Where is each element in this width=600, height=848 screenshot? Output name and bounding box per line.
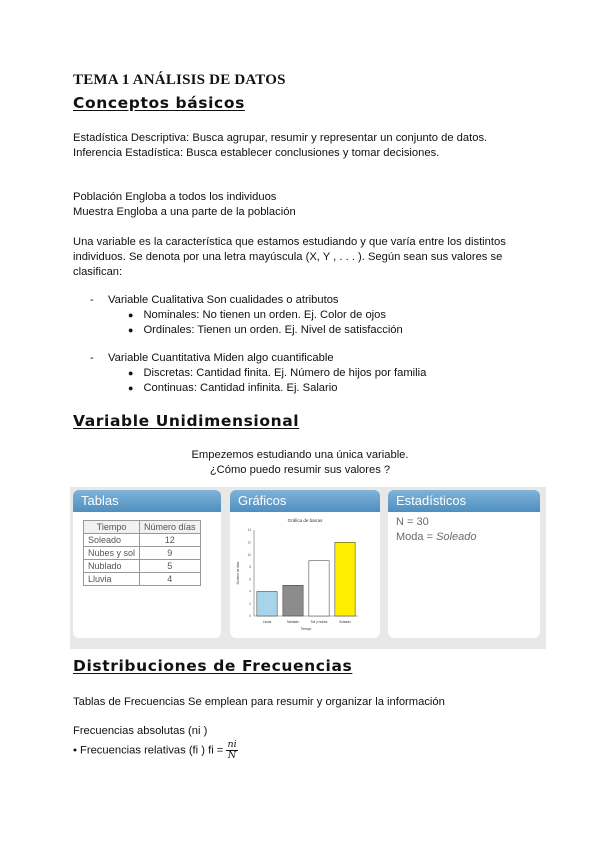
chart-title: Gráfica de barras bbox=[287, 518, 323, 523]
table-cell: 12 bbox=[140, 534, 201, 547]
panel-tablas-title: Tablas bbox=[73, 490, 221, 512]
list-item-label: Discretas: Cantidad finita. Ej. Número de hijos por familia bbox=[143, 367, 427, 379]
table-cell: 5 bbox=[140, 560, 201, 573]
list-item-label: Continuas: Cantidad infinita. Ej. Salario bbox=[143, 382, 338, 394]
bullet-marker: ● bbox=[128, 368, 134, 378]
list-item-continuas bbox=[128, 381, 337, 396]
text-frecuencias-absolutas: Frecuencias absolutas (ni ) bbox=[73, 725, 208, 737]
section-heading-distribuciones: Distribuciones de Frecuencias bbox=[73, 657, 353, 675]
table-cell: Soleado bbox=[84, 534, 140, 547]
y-axis-label: Número de días bbox=[236, 561, 240, 585]
table-header: Tiempo bbox=[84, 521, 140, 534]
panel-graficos-title: Gráficos bbox=[230, 490, 380, 512]
bar-chart bbox=[230, 512, 380, 638]
dash-marker: - bbox=[90, 294, 94, 306]
frecuencias-relativas-label: • Frecuencias relativas (fi ) fi = bbox=[73, 744, 224, 757]
text-variable-line2: individuos. Se denota por una letra mayúscula (X, Y , . . . ). Según sean sus valores se bbox=[73, 251, 503, 263]
table-row bbox=[84, 547, 201, 560]
table-cell: 4 bbox=[140, 573, 201, 586]
text-inferencia-estadistica: Inferencia Estadística: Busca establecer conclusiones y tomar decisiones. bbox=[73, 147, 440, 159]
y-tick-label: 10 bbox=[247, 552, 251, 557]
bar bbox=[257, 591, 277, 616]
text-variable-line3: clasifican: bbox=[73, 266, 123, 278]
list-item-ordinales bbox=[128, 323, 403, 338]
bullet-marker: ● bbox=[128, 325, 134, 335]
section-heading-variable-unidimensional: Variable Unidimensional bbox=[73, 412, 300, 430]
table-row bbox=[84, 573, 201, 586]
text-tablas-frecuencias: Tablas de Frecuencias Se emplean para resumir y organizar la información bbox=[73, 696, 445, 708]
x-tick-label: Sol y nubes bbox=[310, 620, 328, 624]
x-axis-label: Tiempo bbox=[300, 627, 312, 631]
bar bbox=[335, 542, 355, 616]
panel-estadisticos-title: Estadísticos bbox=[388, 490, 540, 512]
fraction-denominator: N bbox=[227, 750, 237, 761]
y-tick-label: 8 bbox=[249, 565, 251, 570]
text-frecuencias-relativas bbox=[73, 740, 238, 761]
table-header: Número días bbox=[140, 521, 201, 534]
list-item-nominales bbox=[128, 308, 386, 323]
x-tick-label: Nublado bbox=[287, 620, 299, 624]
section-heading-conceptos: Conceptos básicos bbox=[73, 94, 245, 112]
list-item-label: Variable Cualitativa Son cualidades o atributos bbox=[108, 294, 339, 306]
table-cell: Nubes y sol bbox=[84, 547, 140, 560]
text-intro-line2: ¿Cómo puedo resumir sus valores ? bbox=[209, 464, 391, 476]
table-row bbox=[84, 534, 201, 547]
list-item-label: Variable Cuantitativa Miden algo cuantificable bbox=[108, 352, 334, 364]
panel-tablas bbox=[73, 490, 221, 638]
bar bbox=[283, 585, 303, 616]
table-cell: Lluvia bbox=[84, 573, 140, 586]
fraction-ni-over-n bbox=[226, 740, 237, 761]
y-tick-label: 4 bbox=[249, 589, 251, 594]
x-tick-label: Lluvia bbox=[262, 620, 272, 624]
panel-estadisticos bbox=[388, 490, 540, 638]
list-item-label: Ordinales: Tienen un orden. Ej. Nivel de satisfacción bbox=[143, 324, 403, 336]
y-tick-label: 14 bbox=[247, 528, 251, 533]
text-intro-line1: Empezemos estudiando una única variable. bbox=[191, 449, 409, 461]
stat-moda-label: Moda = bbox=[396, 531, 433, 543]
table-cell: Nublado bbox=[84, 560, 140, 573]
x-tick-label: Soleado bbox=[339, 620, 351, 624]
bar bbox=[309, 561, 329, 616]
list-item-discretas bbox=[128, 366, 426, 381]
fraction-numerator: ni bbox=[227, 739, 237, 750]
dash-marker: - bbox=[90, 352, 94, 364]
stat-n: N = 30 bbox=[396, 516, 429, 528]
list-item-cualitativa bbox=[90, 293, 339, 308]
text-variable-line1: Una variable es la característica que estamos estudiando y que varía entre los distintos bbox=[73, 236, 506, 248]
bullet-marker: ● bbox=[128, 310, 134, 320]
text-estadistica-descriptiva: Estadística Descriptiva: Busca agrupar, resumir y representar un conjunto de datos. bbox=[73, 132, 488, 144]
bullet-marker: ● bbox=[128, 383, 134, 393]
document-title: TEMA 1 ANÁLISIS DE DATOS bbox=[73, 72, 286, 88]
list-item-cuantitativa bbox=[90, 351, 334, 366]
stat-moda bbox=[396, 531, 476, 543]
stat-moda-value: Soleado bbox=[436, 531, 477, 543]
text-poblacion: Población Engloba a todos los individuos bbox=[73, 191, 277, 203]
y-tick-label: 2 bbox=[249, 601, 251, 606]
summary-figure bbox=[70, 487, 546, 649]
table-row bbox=[84, 560, 201, 573]
y-tick-label: 12 bbox=[247, 540, 251, 545]
table-cell: 9 bbox=[140, 547, 201, 560]
panel-graficos bbox=[230, 490, 380, 638]
list-item-label: Nominales: No tienen un orden. Ej. Color de ojos bbox=[143, 309, 386, 321]
text-muestra: Muestra Engloba a una parte de la población bbox=[73, 206, 296, 218]
y-tick-label: 0 bbox=[249, 614, 251, 619]
y-tick-label: 6 bbox=[249, 577, 251, 582]
frequency-table bbox=[83, 520, 201, 586]
